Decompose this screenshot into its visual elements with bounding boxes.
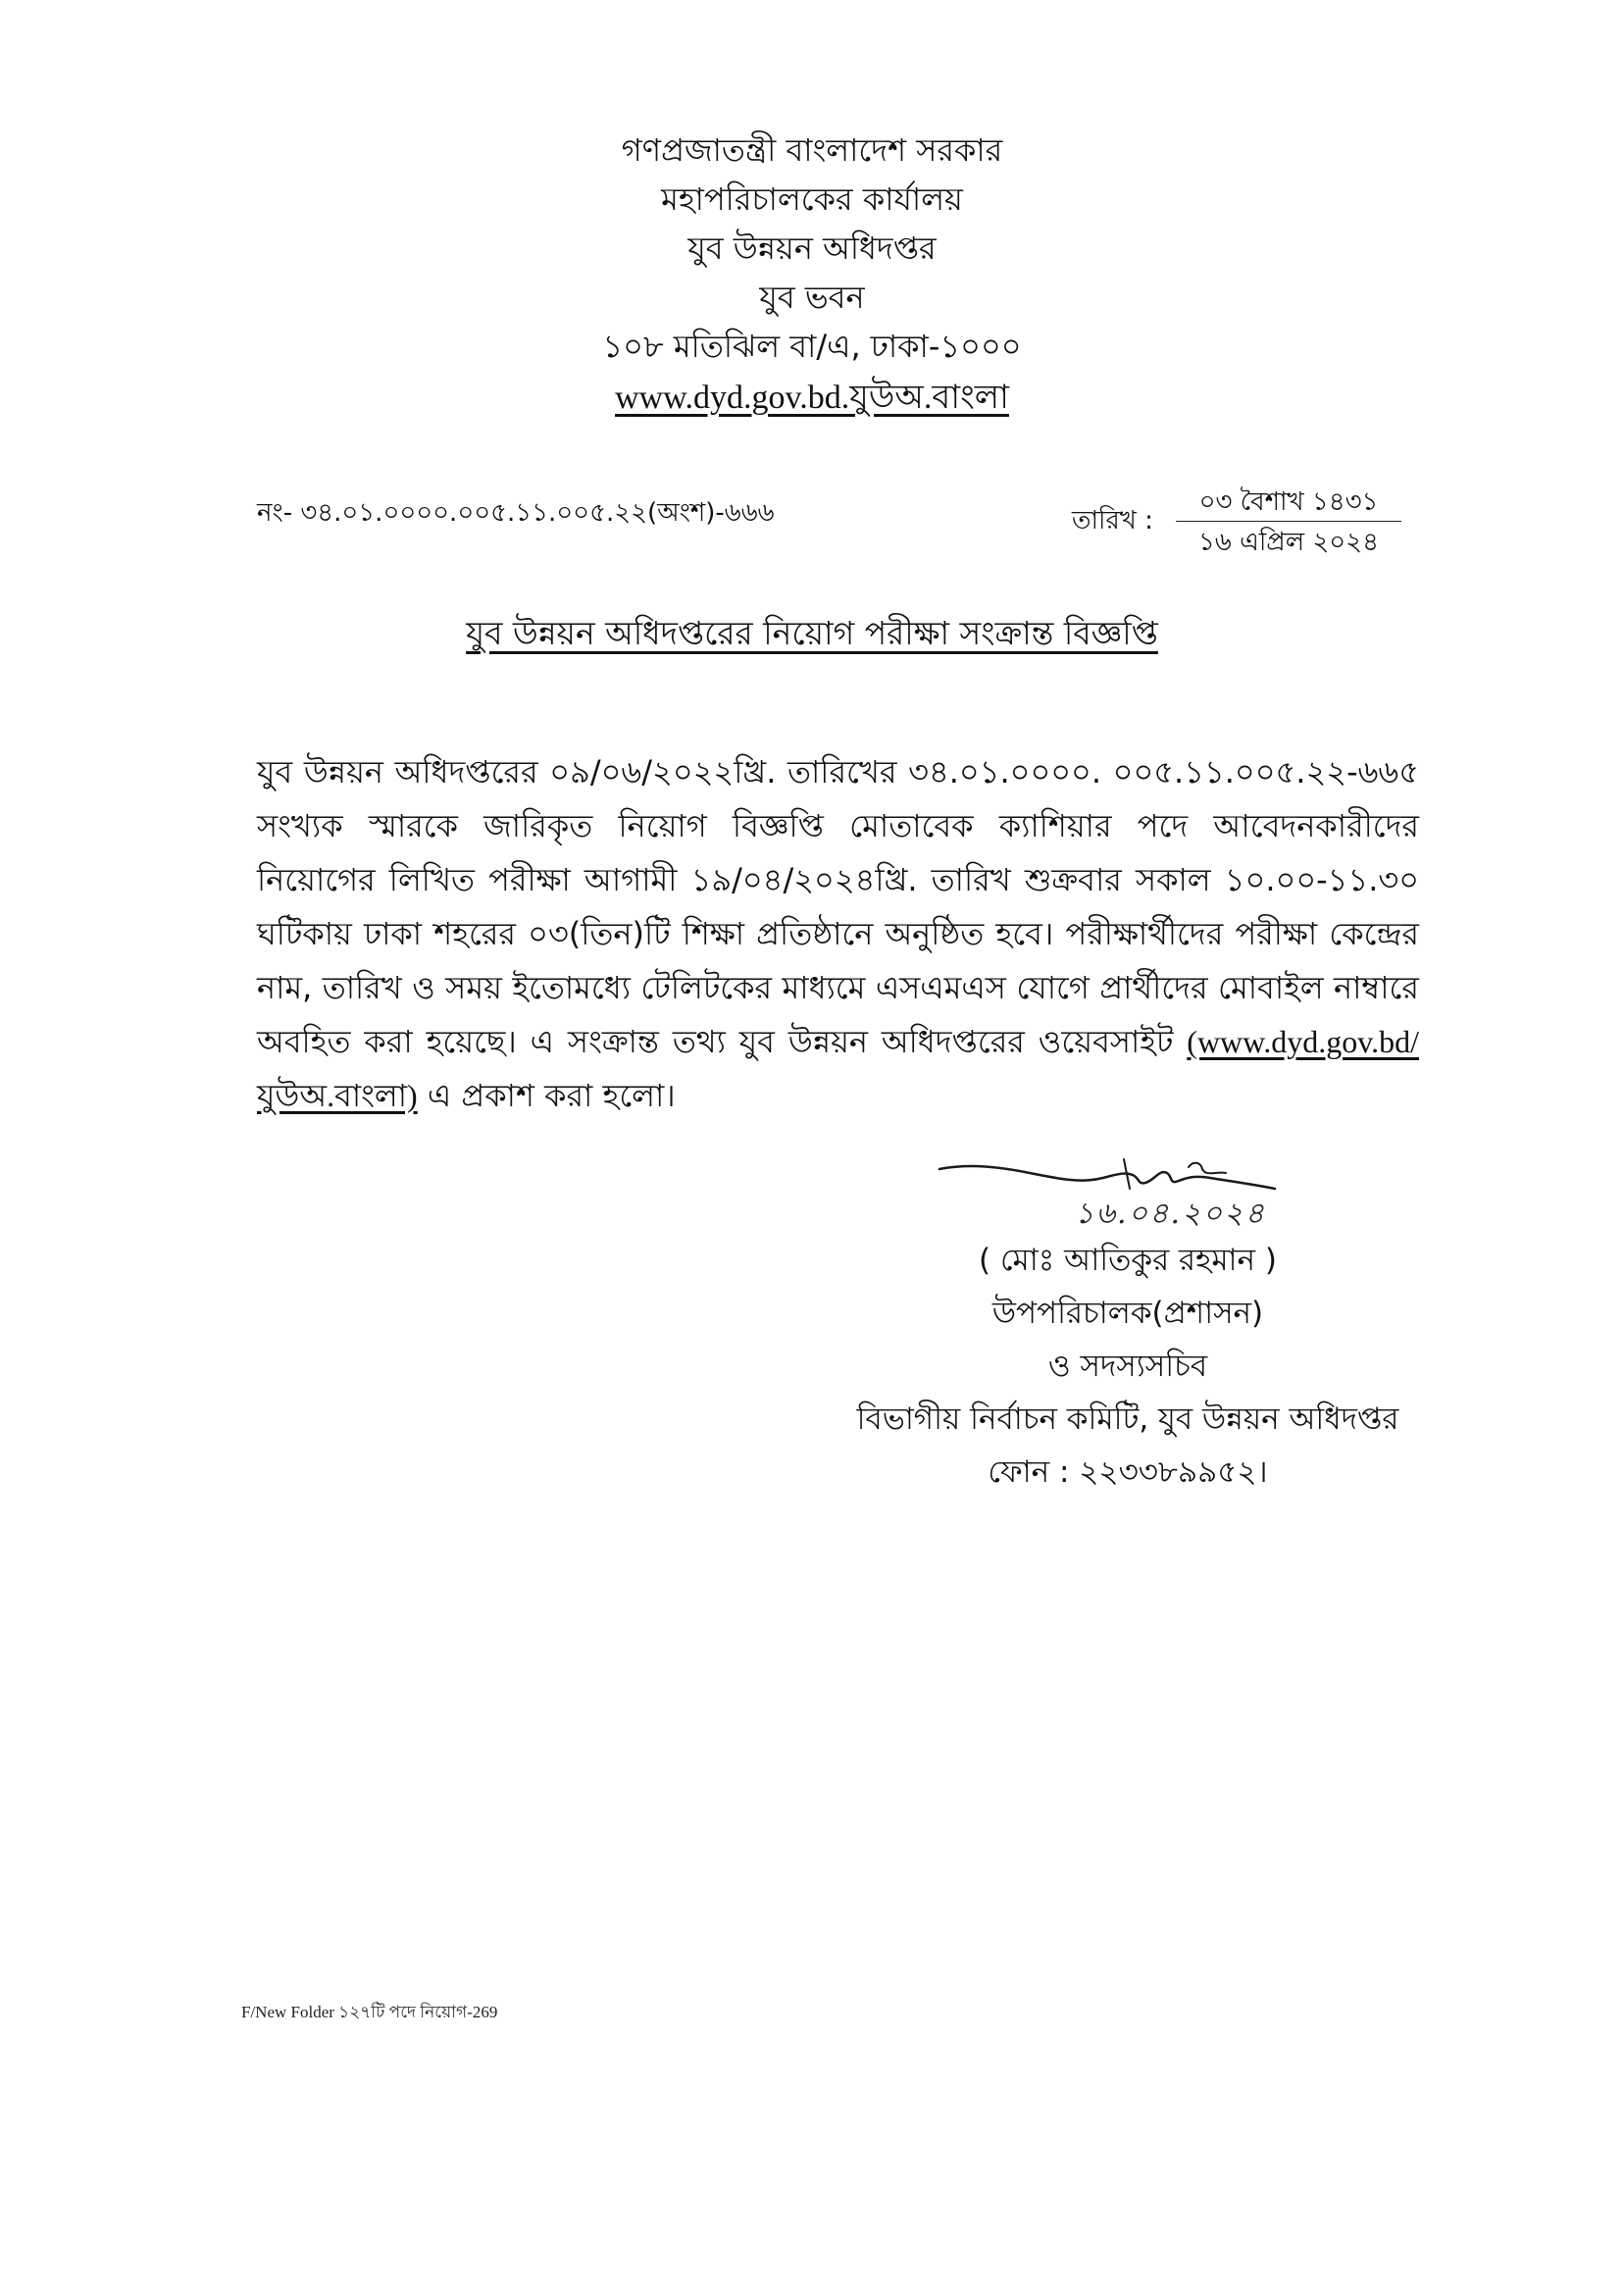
memo-number: নং- ৩৪.০১.০০০০.০০৫.১১.০০৫.২২(অংশ)-৬৬৬ bbox=[257, 498, 775, 528]
signature-date: ১৬.০৪.২০২৪ bbox=[1075, 1197, 1267, 1231]
signatory-role: ও সদস্যসচিব bbox=[1047, 1349, 1208, 1384]
notice-body-closing: এ প্রকাশ করা হলো। bbox=[417, 1077, 676, 1114]
notice-body-text: যুব উন্নয়ন অধিদপ্তরের ০৯/০৬/২০২২খ্রি. তারিখের ৩৪.০১.০০০০. ০০৫.১১.০০৫.২২-৬৬৫ সংখ্যক স্মারকে জারিকৃত নিয়োগ বিজ্ঞপ্তি মোতাবেক ক্যাশিয়ার পদে আবেদনকারীদের নিয়োগের লিখিত পরীক্ষা আগামী ১৯/০৪/২০২৪খ্রি. তারিখ শুক্রবার সকাল ১০.০০-১১.৩০ ঘটিকায় ঢাকা শহরের ০৩(তিন)টি শিক্ষা প্রতিষ্ঠানে অনুষ্ঠিত হবে। পরীক্ষার্থীদের পরীক্ষা কেন্দ্রের নাম, তারিখ ও সময় ইতোমধ্যে টেলিটকের মাধ্যমে এসএমএস যোগে প্রার্থীদের মোবাইল নাম্বারে অবহিত করা হয়েছে। এ সংক্রান্ত তথ্য যুব উন্নয়ন অধিদপ্তরের ওয়েবসাইট bbox=[257, 753, 1419, 1060]
date-values bbox=[1176, 485, 1401, 561]
date-bangla-calendar: ০৩ বৈশাখ ১৪৩১ bbox=[1176, 485, 1401, 522]
signatory-name: ( মোঃ আতিকুর রহমান ) bbox=[979, 1243, 1277, 1278]
signatory-block bbox=[775, 1234, 1481, 1499]
signatory-designation: উপপরিচালক(প্রশাসন) bbox=[991, 1296, 1264, 1331]
notice-heading bbox=[0, 608, 1624, 659]
signatory-committee: বিভাগীয় নির্বাচন কমিটি, যুব উন্নয়ন অধিদপ্তর bbox=[856, 1402, 1399, 1437]
address: ১০৮ মতিঝিল বা/এ, ঢাকা-১০০০ bbox=[602, 328, 1022, 365]
date-gregorian-calendar: ১৬ এপ্রিল ২০২৪ bbox=[1198, 528, 1379, 557]
building-name: যুব ভবন bbox=[759, 279, 865, 316]
date-block bbox=[1072, 485, 1405, 564]
department-name: যুব উন্নয়ন অধিদপ্তর bbox=[687, 229, 937, 267]
notice-body bbox=[257, 745, 1419, 1123]
notice-heading-text: যুব উন্নয়ন অধিদপ্তরের নিয়োগ পরীক্ষা সংক্রান্ত বিজ্ঞপ্তি bbox=[466, 614, 1158, 652]
government-name: গণপ্রজাতন্ত্রী বাংলাদেশ সরকার bbox=[621, 131, 1003, 169]
letterhead-website-link[interactable]: www.dyd.gov.bd.যুউঅ.বাংলা bbox=[615, 380, 1009, 416]
letterhead bbox=[0, 126, 1624, 426]
office-name: মহাপরিচালকের কার্যালয় bbox=[661, 180, 963, 218]
notice-body-website-link[interactable]: (www.dyd.gov.bd/ যুউঅ.বাংলা) bbox=[257, 1024, 1419, 1113]
date-label: তারিখ : bbox=[1072, 506, 1153, 535]
signatory-phone: ফোন : ২২৩৩৮৯৯৫২। bbox=[988, 1454, 1268, 1490]
file-path-footer: F/New Folder ১২৭টি পদে নিয়োগ-269 bbox=[241, 2003, 498, 2021]
